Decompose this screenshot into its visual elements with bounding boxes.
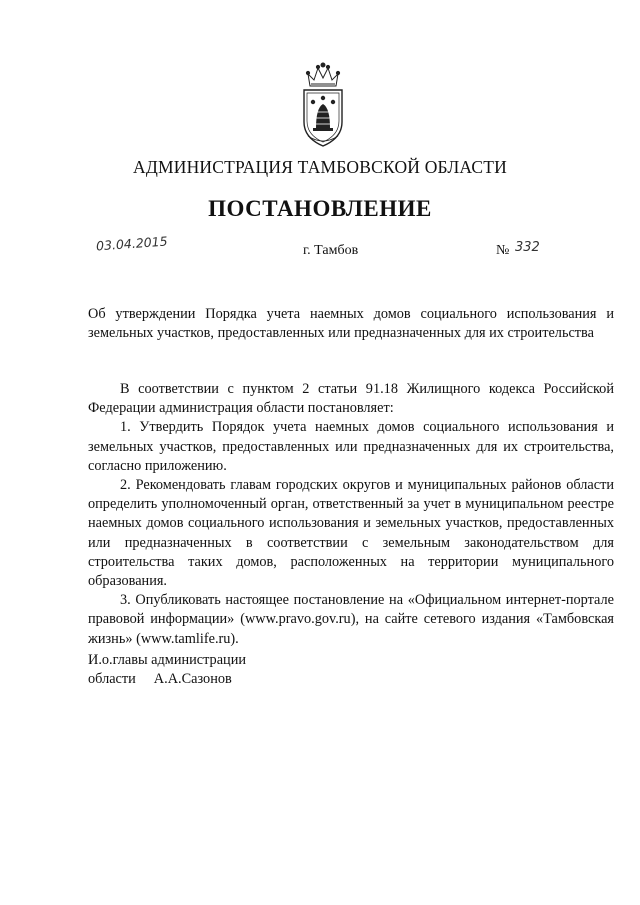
list-item: 1. Утвердить Порядок учета наемных домов социального использования и земельных участков, предоставленных или предназначенных для их строительства, согласно приложению. [88, 419, 614, 474]
signatory-name: А.А.Сазонов [153, 671, 232, 687]
signatory-title-cont: области [88, 671, 136, 687]
signatory-title: И.о.главы администрации [88, 652, 247, 668]
document-type-title: ПОСТАНОВЛЕНИЕ [208, 196, 432, 221]
list-item: 3. Опубликовать настоящее постановление на «Официальном интернет-портале правовой информации» (www.pravo.gov.ru), на сайте сетевого издания «Тамбовская жизнь» (www.tamlife.ru). [88, 592, 614, 647]
document-number-label: № [496, 243, 510, 258]
document-body [88, 380, 614, 649]
coat-of-arms-emblem [298, 60, 348, 150]
document-subject: Об утверждении Порядка учета наемных домов социального использования и земельных участков, предоставленных или предназначенных для их строительства [88, 306, 614, 341]
signature-block [88, 651, 246, 689]
preamble-paragraph: В соответствии с пунктом 2 статьи 91.18 Жилищного кодекса Российской Федерации администрация области постановляет: [88, 381, 614, 417]
organization-title: АДМИНИСТРАЦИЯ ТАМБОВСКОЙ ОБЛАСТИ [133, 157, 507, 177]
list-item: 2. Рекомендовать главам городских округов и муниципальных районов области определить уполномоченный орган, ответственный за учет в муниципальном реестре наемных домов социального использования и земельных участков, предоставленных или предназначенных в соответствии с земельным законодательством для строительства таких домов, расположенных на территории муниципального образования. [88, 477, 614, 590]
handwritten-document-number: 332 [515, 240, 540, 255]
handwritten-date: 03.04.2015 [95, 233, 169, 254]
city-label: г. Тамбов [303, 243, 359, 258]
